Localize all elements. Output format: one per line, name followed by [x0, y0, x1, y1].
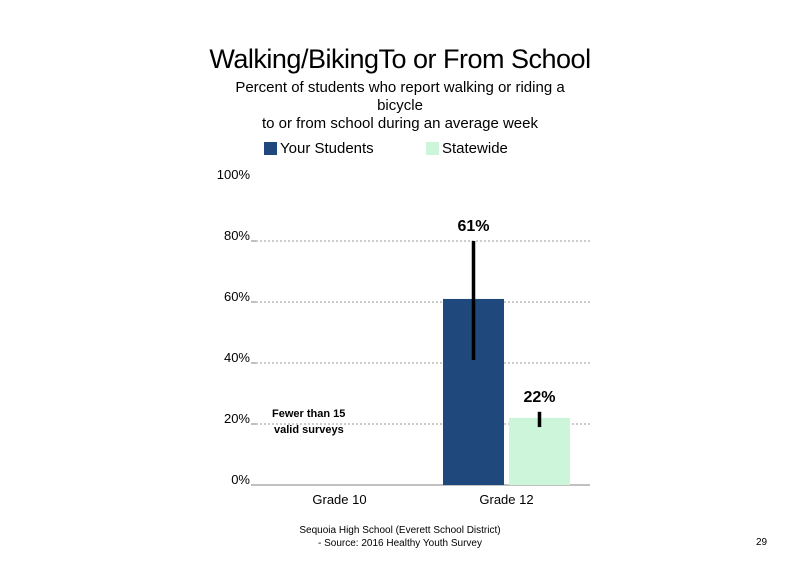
- chart-subtitle: Percent of students who report walking or riding a bicycle to or from school during an average week: [235, 79, 565, 132]
- legend-label-your-students: Your Students: [280, 140, 374, 157]
- footer-source: Sequoia High School (Everett School District) - Source: 2016 Healthy Youth Survey: [299, 525, 501, 549]
- legend-label-statewide: Statewide: [442, 140, 508, 157]
- bar-statewide: [509, 418, 570, 485]
- page-number: 29: [756, 537, 768, 548]
- chart-title: Walking/BikingTo or From School: [209, 44, 591, 74]
- annotation-no-data: valid surveys: [274, 424, 344, 436]
- data-label: 22%: [523, 388, 556, 406]
- y-tick-label: 20%: [223, 411, 250, 426]
- y-tick-label: 40%: [223, 350, 250, 365]
- y-tick-label: 60%: [223, 289, 250, 304]
- x-tick-label: Grade 10: [312, 492, 367, 507]
- annotation-no-data: Fewer than 15: [272, 408, 346, 420]
- y-tick-label: 100%: [216, 167, 250, 182]
- data-label: 61%: [457, 218, 490, 235]
- y-tick-label: 80%: [223, 228, 250, 243]
- x-tick-label: Grade 12: [479, 492, 534, 507]
- y-tick-label: 0%: [231, 472, 250, 487]
